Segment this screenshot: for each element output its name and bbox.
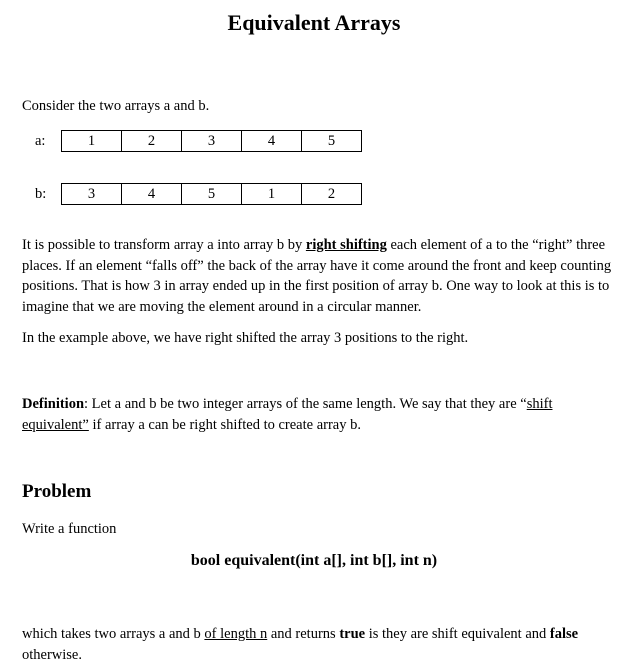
definition-paragraph [22,394,612,435]
array-a-cell: 3 [182,130,242,152]
shift-equivalent-term: shift equivalent” [22,396,553,433]
array-b [61,183,362,205]
write-function-text: Write a function [22,521,117,537]
length-term: of length n [204,626,268,642]
array-b-cell: 3 [62,183,122,205]
array-a-label: a: [35,133,46,149]
definition-label: Definition [22,396,85,412]
problem-heading: Problem [22,481,92,502]
function-signature: bool equivalent(int a[], int b[], int n) [190,552,438,569]
array-a-cell: 5 [302,130,362,152]
intro-text: Consider the two arrays a and b. [22,98,210,114]
array-a-cell: 1 [62,130,122,152]
closing-text-mid: and returns [267,626,340,642]
array-b-cell: 2 [302,183,362,205]
array-b-cell: 4 [122,183,182,205]
array-b-label: b: [35,186,47,202]
array-b-cell: 1 [242,183,302,205]
explanation-paragraph [22,235,612,317]
array-a-cell: 4 [242,130,302,152]
true-keyword: true [339,626,366,642]
definition-text-pre: : Let a and b be two integer arrays of the same length. We say that they are “ [84,396,527,412]
closing-text-pre: which takes two arrays a and b [22,626,205,642]
example-paragraph: In the example above, we have right shifted the array 3 positions to the right. [22,330,469,346]
explanation-text-post: each element of a to the “right” three places. If an element “falls off” the back of the array have it come around the front and keep counting positions. That is how 3 in array ended up in the first position of array b. One way to look at this is to imagine that we are moving the element around in a circular manner. [22,237,612,315]
document-title: Equivalent Arrays [227,10,401,35]
closing-paragraph [22,624,612,665]
array-a-cell: 2 [122,130,182,152]
array-a [61,130,362,152]
closing-text-post: otherwise. [22,646,82,663]
right-shifting-term: right shifting [305,237,387,253]
array-b-cell: 5 [182,183,242,205]
explanation-text-pre: It is possible to transform array a into array b by [22,237,306,253]
closing-text-mid2: is they are shift equivalent and [365,626,550,642]
false-keyword: false [549,626,579,642]
definition-text-post: if array a can be right shifted to create array b. [88,416,361,433]
